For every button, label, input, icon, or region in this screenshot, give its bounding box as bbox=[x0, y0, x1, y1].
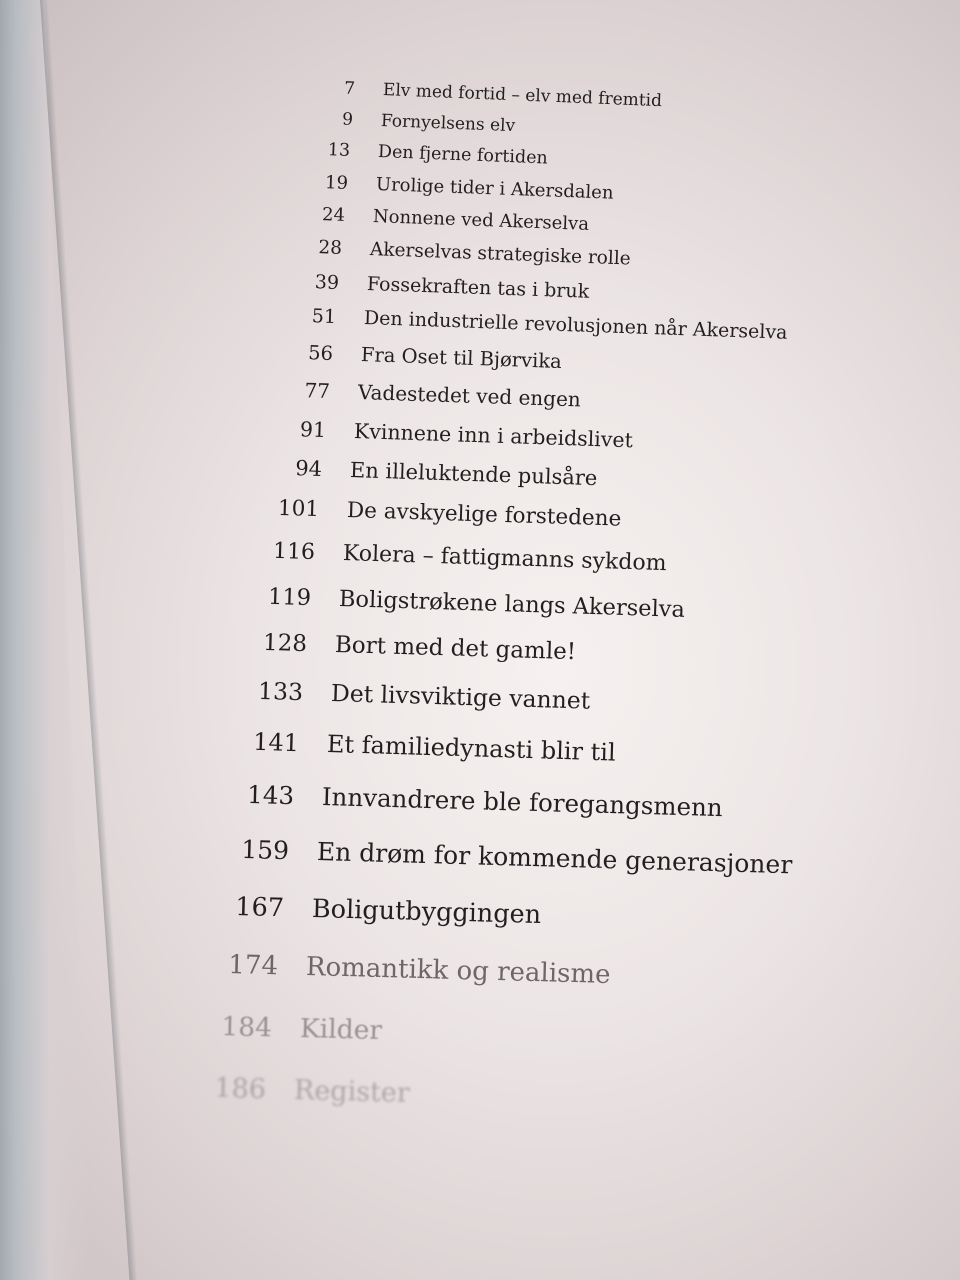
toc-page-number: 39 bbox=[314, 271, 340, 295]
toc-page-number: 7 bbox=[343, 78, 356, 99]
toc-page-number: 143 bbox=[246, 779, 295, 811]
toc-entry bbox=[246, 779, 724, 823]
toc-entry bbox=[214, 1073, 411, 1109]
toc-entry bbox=[294, 456, 598, 491]
toc-page-number: 9 bbox=[341, 109, 354, 130]
toc-entry bbox=[277, 495, 622, 532]
toc-entry bbox=[227, 949, 611, 990]
toc-page-number: 91 bbox=[299, 417, 327, 443]
toc-entry bbox=[221, 1011, 383, 1047]
toc-page-number: 174 bbox=[227, 949, 279, 982]
toc-chapter-title: Urolige tider i Akersdalen bbox=[375, 174, 614, 204]
toc-chapter-title: Kilder bbox=[299, 1013, 383, 1047]
toc-entry bbox=[272, 538, 667, 577]
toc-chapter-title: Det livsviktige vannet bbox=[330, 679, 591, 715]
toc-chapter-title: De avskyelige forstedene bbox=[346, 498, 622, 532]
toc-chapter-title: Akerselvas strategiske rolle bbox=[369, 239, 632, 270]
toc-entry bbox=[262, 629, 577, 666]
toc-chapter-title: Innvandrere ble foregangsmenn bbox=[321, 782, 724, 823]
toc-chapter-title: Boligstrøkene langs Akerselva bbox=[338, 586, 686, 623]
toc-chapter-title: Fornyelsens elv bbox=[380, 111, 516, 137]
toc-entry bbox=[343, 78, 663, 112]
toc-chapter-title: Et familiedynasti blir til bbox=[326, 730, 617, 767]
toc-page-number: 128 bbox=[262, 629, 308, 658]
toc-chapter-title: Fra Oset til Bjørvika bbox=[360, 343, 563, 374]
toc-page-number: 24 bbox=[321, 204, 346, 226]
toc-entry bbox=[321, 204, 590, 235]
toc-page-number: 184 bbox=[221, 1011, 273, 1044]
toc-entry bbox=[327, 140, 549, 169]
toc-page-number: 133 bbox=[257, 676, 304, 707]
toc-page-number: 186 bbox=[214, 1073, 267, 1106]
toc-chapter-title: Kvinnene inn i arbeidslivet bbox=[353, 419, 634, 453]
toc-page-number: 51 bbox=[311, 305, 337, 329]
toc-page-number: 13 bbox=[327, 140, 351, 161]
toc-chapter-title: Den industrielle revolusjonen når Akerselva bbox=[363, 307, 788, 344]
toc-chapter-title: Romantikk og realisme bbox=[305, 952, 611, 990]
toc-chapter-title: Register bbox=[293, 1075, 411, 1109]
toc-chapter-title: Den fjerne fortiden bbox=[377, 142, 549, 169]
toc-page-number: 159 bbox=[240, 834, 290, 866]
toc-entry bbox=[252, 727, 617, 767]
toc-chapter-title: Fossekraften tas i bruk bbox=[366, 273, 590, 303]
toc-entry bbox=[311, 305, 788, 344]
toc-page-number: 94 bbox=[294, 456, 323, 482]
toc-page-number: 116 bbox=[272, 538, 316, 566]
toc-page-number: 119 bbox=[267, 583, 312, 612]
toc-page-number: 28 bbox=[318, 237, 343, 259]
toc-chapter-title: Vadestedet ved engen bbox=[357, 380, 582, 412]
toc-entry bbox=[314, 271, 590, 303]
toc-entry bbox=[304, 378, 582, 412]
toc-page-number: 167 bbox=[234, 891, 285, 924]
toc-page-number: 56 bbox=[307, 341, 334, 366]
toc-chapter-title: Kolera – fattigmanns sykdom bbox=[342, 541, 667, 577]
toc-entry bbox=[341, 109, 516, 137]
toc-chapter-title: Nonnene ved Akerselva bbox=[372, 206, 590, 235]
toc-page-number: 101 bbox=[277, 495, 320, 523]
toc-page-number: 77 bbox=[304, 378, 331, 404]
toc-chapter-title: En illeluktende pulsåre bbox=[349, 458, 598, 491]
toc-entry bbox=[318, 237, 632, 270]
toc-entry bbox=[307, 341, 563, 374]
toc-entry bbox=[267, 583, 686, 623]
toc-entry bbox=[257, 676, 591, 715]
toc-entry bbox=[240, 834, 793, 880]
toc-entry bbox=[234, 891, 542, 930]
toc-entry bbox=[299, 417, 634, 453]
toc-chapter-title: Boligutbyggingen bbox=[311, 894, 542, 930]
toc-page-number: 19 bbox=[324, 172, 349, 194]
toc-page-number: 141 bbox=[252, 727, 300, 758]
toc-chapter-title: En drøm for kommende generasjoner bbox=[316, 837, 793, 880]
toc-entry bbox=[324, 172, 614, 204]
toc-chapter-title: Elv med fortid – elv med fremtid bbox=[382, 80, 663, 112]
toc-chapter-title: Bort med det gamle! bbox=[334, 632, 577, 666]
